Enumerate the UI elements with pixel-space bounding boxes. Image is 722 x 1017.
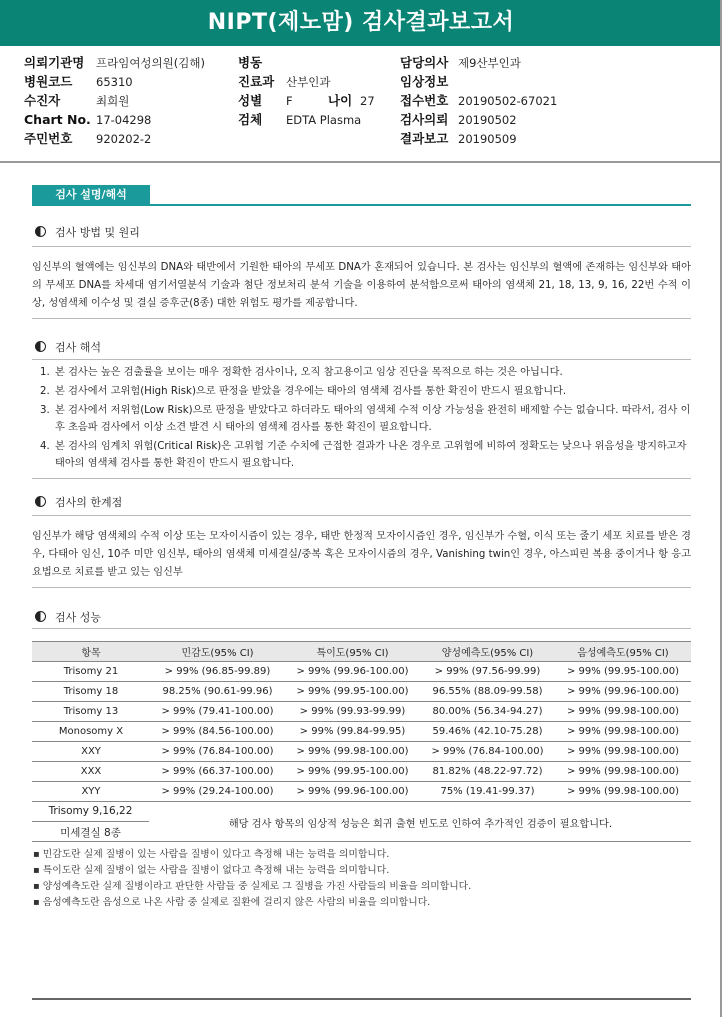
table-cell: 80.00% (56.34-94.27) (420, 702, 555, 722)
row-label: Trisomy 13 (32, 702, 150, 722)
definition-notes (33, 847, 471, 911)
interpret-heading-text: 검사 해석 (55, 341, 102, 354)
field-value: 20190502-67021 (458, 94, 558, 108)
table-cell: > 99% (99.96-100.00) (285, 662, 420, 682)
table-row (32, 682, 691, 702)
method-heading-text: 검사 방법 및 원리 (55, 226, 140, 239)
header-field (238, 72, 375, 91)
header-field (238, 91, 375, 110)
header-field (400, 53, 557, 72)
table-row (32, 702, 691, 722)
table-cell: > 99% (84.56-100.00) (150, 722, 285, 742)
field-value: F (286, 94, 293, 108)
field-label: 성별 (238, 93, 263, 108)
row-label: Monosomy X (32, 722, 150, 742)
table-cell: > 99% (76.84-100.00) (150, 742, 285, 762)
header-field (400, 110, 557, 129)
table-row (32, 742, 691, 762)
table-cell: 96.55% (88.09-99.58) (420, 682, 555, 702)
field-value: 20190509 (458, 132, 517, 146)
field-label: 담당의사 (400, 55, 449, 70)
table-cell: > 99% (99.98-100.00) (555, 762, 691, 782)
limits-text: 임신부가 해당 염색체의 수적 이상 또는 모자이시즘이 있는 경우, 태반 한정적 모자이시즘인 경우, 임신부가 수혈, 이식 또는 줄기 세포 치료를 받은 경우, 다태아 임신, 10주 미만 임신부, 태아의 염색체 미세결실/중복 혹은 모자이시즘의 경우, Vanishing twin인 경우, 아스피린 복용 중이거나 항 응고 요법으로 치료를 받고 있는 임신부 (32, 531, 691, 578)
field-label: 결과보고 (400, 131, 449, 146)
list-item (40, 364, 691, 381)
method-text: 임신부의 혈액에는 임신부의 DNA와 태반에서 기원한 태아의 무세포 DNA가 혼재되어 있습니다. 본 검사는 임신부의 혈액에 존재하는 임신부와 태아의 무세포 DNA를 차세대 염기서열분석 기술과 첨단 정보처리 분석 기술을 이용하여 분석함으로써 태아의 염색체 21, 18, 13, 9, 16, 22번 수적 이상, 성염색체 이수성 및 결실 증후군(8종) 대한 위험도 평가를 제공합니다. (32, 262, 691, 309)
divider (32, 587, 691, 588)
table-header-row (32, 642, 691, 662)
header-field (24, 110, 205, 129)
table-cell: > 99% (99.84-99.95) (285, 722, 420, 742)
field-label: 검사의뢰 (400, 112, 449, 127)
age-value: 27 (360, 94, 375, 108)
note-item: ▪ 특이도란 실제 질병이 없는 사람을 질병이 없다고 측정해 내는 능력을 의미합니다. (33, 865, 390, 876)
table-row (32, 662, 691, 682)
header-field (238, 53, 375, 72)
table-cell: > 99% (99.98-100.00) (555, 722, 691, 742)
column-header: 음성예측도(95% CI) (555, 642, 691, 662)
table-cell: 81.82% (48.22-97.72) (420, 762, 555, 782)
half-circle-icon (35, 341, 46, 352)
table-cell: 98.25% (90.61-99.96) (150, 682, 285, 702)
field-value: 산부인과 (286, 75, 331, 89)
note-item: ▪ 양성예측도란 실제 질병이라고 판단한 사람들 중 실제로 그 질병을 가진 사람들의 비율을 의미합니다. (33, 881, 472, 892)
extra-item: 미세결실 8종 (60, 827, 121, 839)
table-cell: > 99% (99.95-100.00) (285, 762, 420, 782)
header-field (24, 53, 205, 72)
table-cell: > 99% (99.95-100.00) (555, 662, 691, 682)
divider (32, 359, 691, 360)
note-item: ▪ 음성예측도란 음성으로 나온 사람 중 실제로 질환에 걸리지 않은 사람의 비율을 의미합니다. (33, 897, 431, 908)
performance-heading-text: 검사 성능 (55, 611, 102, 624)
item-number: 4. (40, 441, 50, 452)
note-text: 음성예측도란 음성으로 나온 사람 중 실제로 질환에 걸리지 않은 사람의 비율을 의미합니다. (42, 897, 431, 908)
field-label: 수진자 (24, 93, 61, 108)
table-cell: > 99% (29.24-100.00) (150, 782, 285, 802)
column-header: 항목 (32, 642, 150, 662)
interpret-heading (35, 339, 101, 355)
field-value: 프라임여성의원(김해) (96, 56, 205, 70)
field-label: 진료과 (238, 74, 275, 89)
field-value: 17-04298 (96, 113, 152, 127)
field-label: 임상정보 (400, 74, 449, 89)
half-circle-icon (35, 226, 46, 237)
note-text: 양성예측도란 실제 질병이라고 판단한 사람들 중 실제로 그 질병을 가진 사람들의 비율을 의미합니다. (42, 881, 472, 892)
table-cell: > 99% (99.98-100.00) (555, 702, 691, 722)
header-field (400, 129, 557, 148)
bottom-rule (32, 998, 691, 1000)
list-item (40, 383, 691, 400)
item-number: 1. (40, 367, 50, 378)
header-col-2 (238, 53, 375, 129)
header-field (24, 129, 205, 148)
field-label: 병동 (238, 55, 263, 70)
item-text: 본 검사의 임계치 위험(Critical Risk)은 고위험 기준 수치에 근접한 결과가 나온 경우로 고위험에 비하여 정확도는 낮으나 위음성을 방지하고자 태아의 염색체 검사를 통한 확진이 반드시 필요합니다. (55, 441, 687, 469)
table-cell: > 99% (79.41-100.00) (150, 702, 285, 722)
header-field (24, 72, 205, 91)
row-label: Trisomy 18 (32, 682, 150, 702)
item-text: 본 검사에서 저위험(Low Risk)으로 판정을 받았다고 하더라도 태아의 염색체 수적 이상 가능성을 완전히 배제할 수는 없습니다. 따라서, 검사 이후 초음파 검사에서 이상 소견 발견 시 태아의 염색체 검사를 통한 확진이 필요합니다. (55, 405, 691, 433)
column-header: 특이도(95% CI) (285, 642, 420, 662)
field-value: EDTA Plasma (286, 113, 362, 127)
extra-items-block (32, 801, 691, 841)
header-field (238, 110, 375, 129)
header-field (400, 91, 557, 110)
divider (32, 515, 691, 516)
table-cell: > 99% (99.98-100.00) (555, 782, 691, 802)
table-row (32, 782, 691, 802)
extra-block-bottom-rule (32, 841, 691, 842)
header-col-3 (400, 53, 557, 148)
divider (32, 246, 691, 247)
half-circle-icon (35, 611, 46, 622)
limits-heading (35, 494, 122, 510)
table-cell: > 99% (99.96-100.00) (285, 782, 420, 802)
item-number: 2. (40, 386, 50, 397)
report-title: NIPT(제노맘) 검사결과보고서 (0, 0, 722, 46)
table-cell: > 99% (76.84-100.00) (420, 742, 555, 762)
field-value: 65310 (96, 75, 133, 89)
table-cell: > 99% (99.98-100.00) (555, 742, 691, 762)
section-tab: 검사 설명/해석 (32, 185, 150, 205)
header-field (400, 72, 557, 91)
performance-table (32, 641, 691, 802)
item-number: 3. (40, 405, 50, 416)
header-col-1 (24, 53, 205, 148)
field-label: 주민번호 (24, 131, 73, 146)
table-cell: > 99% (66.37-100.00) (150, 762, 285, 782)
field-label: Chart No. (24, 112, 91, 127)
note-item: ▪ 민감도란 실제 질병이 있는 사람을 질병이 있다고 측정해 내는 능력을 의미합니다. (33, 849, 390, 860)
list-item (40, 438, 691, 472)
limits-heading-text: 검사의 한계점 (55, 496, 123, 509)
header-field (24, 91, 205, 110)
method-heading (35, 224, 140, 240)
note-text: 특이도란 실제 질병이 없는 사람을 질병이 없다고 측정해 내는 능력을 의미합니다. (42, 865, 390, 876)
column-header: 양성예측도(95% CI) (420, 642, 555, 662)
field-label: 의뢰기관명 (24, 55, 85, 70)
field-value: 920202-2 (96, 132, 152, 146)
list-item (40, 402, 691, 436)
field-label: 검체 (238, 112, 263, 127)
field-value: 20190502 (458, 113, 517, 127)
field-value: 최희원 (96, 94, 130, 108)
header-divider (0, 161, 722, 163)
field-label: 접수번호 (400, 93, 449, 108)
row-label: XXY (32, 742, 150, 762)
row-label: Trisomy 21 (32, 662, 150, 682)
field-label: 병원코드 (24, 74, 73, 89)
column-header: 민감도(95% CI) (150, 642, 285, 662)
table-cell: 75% (19.41-99.37) (420, 782, 555, 802)
table-cell: > 99% (99.96-100.00) (555, 682, 691, 702)
table-cell: > 99% (99.98-100.00) (285, 742, 420, 762)
extra-item: Trisomy 9,16,22 (48, 805, 133, 817)
divider (32, 478, 691, 479)
section-tab-underline (32, 204, 691, 206)
table-cell: > 99% (96.85-99.89) (150, 662, 285, 682)
extra-item-divider (32, 821, 149, 822)
row-label: XYY (32, 782, 150, 802)
table-cell: > 99% (99.95-100.00) (285, 682, 420, 702)
half-circle-icon (35, 496, 46, 507)
table-row (32, 722, 691, 742)
item-text: 본 검사는 높은 검출률을 보이는 매우 정확한 검사이나, 오직 참고용이고 임상 진단을 목적으로 하는 것은 아닙니다. (55, 367, 563, 378)
table-row (32, 762, 691, 782)
divider (32, 318, 691, 319)
field-value: 제9산부인과 (458, 56, 521, 70)
extra-note: 해당 검사 항목의 임상적 성능은 희귀 출현 빈도로 인하여 추가적인 검증이 필요합니다. (228, 819, 613, 830)
age-label: 나이 (328, 93, 353, 108)
table-cell: > 99% (97.56-99.99) (420, 662, 555, 682)
performance-heading (35, 609, 101, 625)
row-label: XXX (32, 762, 150, 782)
interpret-list (40, 364, 691, 472)
note-text: 민감도란 실제 질병이 있는 사람을 질병이 있다고 측정해 내는 능력을 의미합니다. (42, 849, 390, 860)
divider (32, 628, 691, 629)
table-cell: 59.46% (42.10-75.28) (420, 722, 555, 742)
item-text: 본 검사에서 고위험(High Risk)으로 판정을 받았을 경우에는 태아의 염색체 검사를 통한 확진이 반드시 필요합니다. (55, 386, 567, 397)
table-cell: > 99% (99.93-99.99) (285, 702, 420, 722)
